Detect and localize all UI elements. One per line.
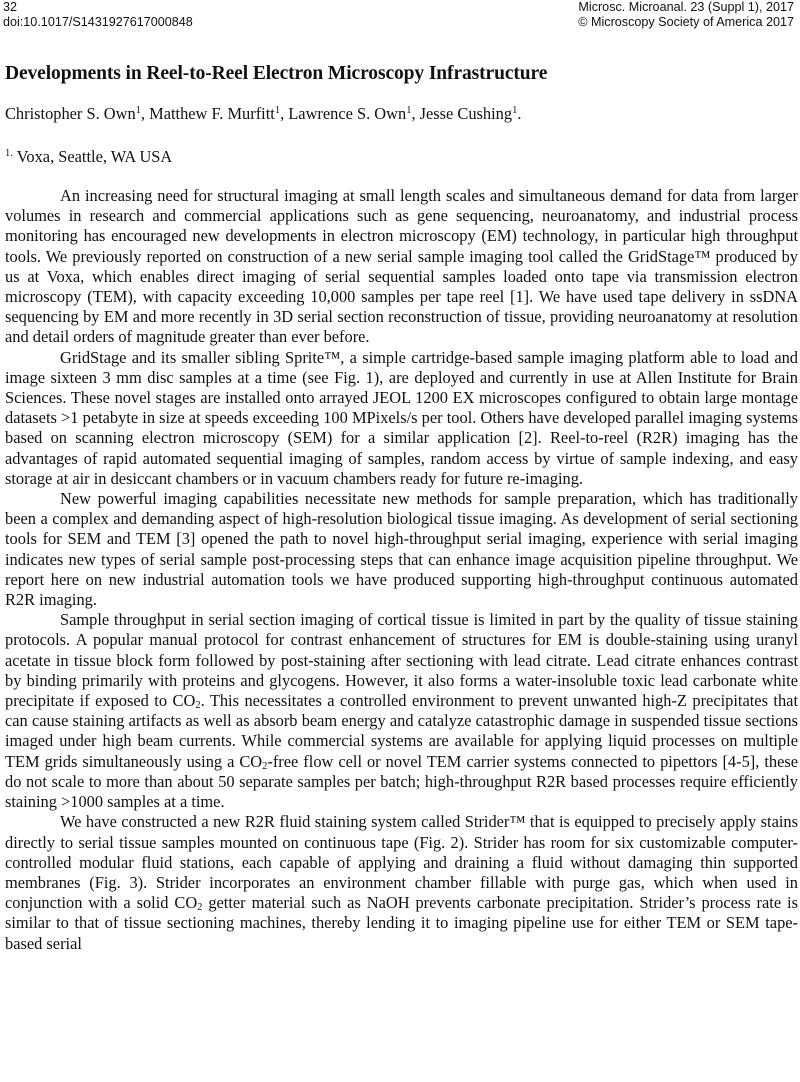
subscript: 2 — [195, 700, 201, 712]
author-list — [5, 104, 521, 124]
paragraph-2: GridStage and its smaller sibling Sprite™, a simple cartridge-based sample imaging platform able to load and image sixteen 3 mm disc samples at a time (see Fig. 1), are deployed and currently in use at Allen Institute for Brain Sciences. These novel stages are installed onto arrayed JEOL 1200 EX microscopes configured to obtain large montage datasets >1 petabyte in size at speeds exceeding 100 MPixels/s per tool. Others have developed parallel imaging systems based on scanning electron microscopy (SEM) for a similar application [2]. Reel-to-reel (R2R) imaging has the advantages of rapid automated sequential imaging of samples, random access by virtue of sample indexing, and easy storage at air in desiccant chambers or in vacuum chambers ready for future re-imaging. — [5, 347, 798, 488]
affiliation — [5, 147, 172, 167]
affiliation-marker: 1 — [512, 105, 518, 116]
paragraph-5-part-b: getter material such as NaOH prevents carbonate precipitation. Strider’s process rate is similar to that of tissue sectioning machines, thereby lending it to imaging pipeline use for either TEM or SEM tape-based serial — [5, 893, 798, 953]
journal-citation: Microsc. Microanal. 23 (Suppl 1), 2017 — [578, 0, 794, 14]
paragraph-4-part-b: . This necessitates a controlled environment to prevent unwanted high-Z precipitates that can cause staining artifacts as well as absorb beam energy and catalyze catastrophic damage in suspended tissue sections imaged under high beam currents. While commercial systems are available for applying liquid processes on multiple TEM grids simultaneously using a CO — [5, 691, 798, 771]
paragraph-4 — [5, 610, 798, 812]
affiliation-marker: 1 — [274, 105, 281, 116]
subscript: 2 — [197, 902, 203, 914]
paragraph-4-part-a: Sample throughput in serial section imaging of cortical tissue is limited in part by the quality of tissue staining protocols. A popular manual protocol for contrast enhancement of structures for EM is double-staining using uranyl acetate in tissue block form followed by post-staining after sectioning with lead citrate. Lead citrate enhances contrast by binding primarily with proteins and glycogens. However, it also forms a water-insoluble toxic lead carbonate white precipitate if exposed to CO — [5, 610, 798, 711]
paragraph-4-part-c: -free flow cell or novel TEM carrier systems connected to pipettors [4-5], these do not scale to more than about 50 separate samples per batch; high-throughput R2R based processes require efficiently staining >1000 samples at a time. — [5, 751, 798, 812]
author-name: Christopher S. Own — [5, 104, 136, 123]
doi: doi:10.1017/S1431927617000848 — [3, 15, 193, 29]
author-separator: , — [411, 104, 420, 123]
affiliation-number: 1. — [5, 148, 13, 159]
page-number: 32 — [3, 0, 18, 14]
author-separator: . — [517, 104, 522, 123]
running-header — [3, 0, 794, 30]
affiliation-marker: 1 — [135, 105, 141, 116]
paragraph-5-part-a: We have constructed a new R2R fluid staining system called Strider™ that is equipped to precisely apply stains directly to serial tissue samples mounted on continuous tape (Fig. 2). Strider has room for six customizable computer-controlled modular fluid stations, each capable of applying and draining a fluid without damaging thin supported membranes (Fig. 3). Strider incorporates an environment chamber fillable with purge gas, which when used in conjunction with a solid CO — [5, 812, 798, 913]
body-text — [5, 186, 798, 954]
affiliation-marker: 1 — [406, 105, 412, 116]
author-name: Jesse Cushing — [419, 104, 513, 123]
subscript: 2 — [262, 760, 268, 772]
author-name: Matthew F. Murfitt — [149, 104, 275, 123]
paragraph-5 — [5, 812, 798, 953]
author-name: Lawrence S. Own — [288, 104, 407, 123]
paper-title: Developments in Reel-to-Reel Electron Microscopy Infrastructure — [5, 63, 548, 84]
paragraph-3: New powerful imaging capabilities necessitate new methods for sample preparation, which has traditionally been a complex and demanding aspect of high-resolution biological tissue imaging. As development of serial sectioning tools for SEM and TEM [3] opened the path to novel high-throughput serial imaging, experience with serial imaging indicates new types of serial sample post-processing steps that can enhance image acquisition pipeline throughput. We report here on new industrial automation tools we have produced supporting high-throughput continuous automated R2R imaging. — [5, 489, 798, 610]
author-separator: , — [280, 104, 289, 123]
copyright: © Microscopy Society of America 2017 — [578, 15, 794, 29]
affiliation-text: Voxa, Seattle, WA USA — [12, 147, 173, 166]
author-separator: , — [140, 104, 150, 123]
paragraph-1: An increasing need for structural imaging at small length scales and simultaneous demand for data from larger volumes in research and commercial applications such as gene sequencing, neuroanatomy, and industrial process monitoring has encouraged new developments in electron microscopy (EM) technology, in particular high throughput tools. We previously reported on construction of a new serial sample imaging tool called the GridStage™ produced by us at Voxa, which enables direct imaging of serial sequential samples loaded onto tape via transmission electron microscopy (TEM), with capacity exceeding 10,000 samples per tape reel [1]. We have used tape delivery in ssDNA sequencing by EM and more recently in 3D serial section reconstruction of tissue, providing neuroanatomy at resolution and detail orders of magnitude greater than ever before. — [5, 186, 798, 347]
